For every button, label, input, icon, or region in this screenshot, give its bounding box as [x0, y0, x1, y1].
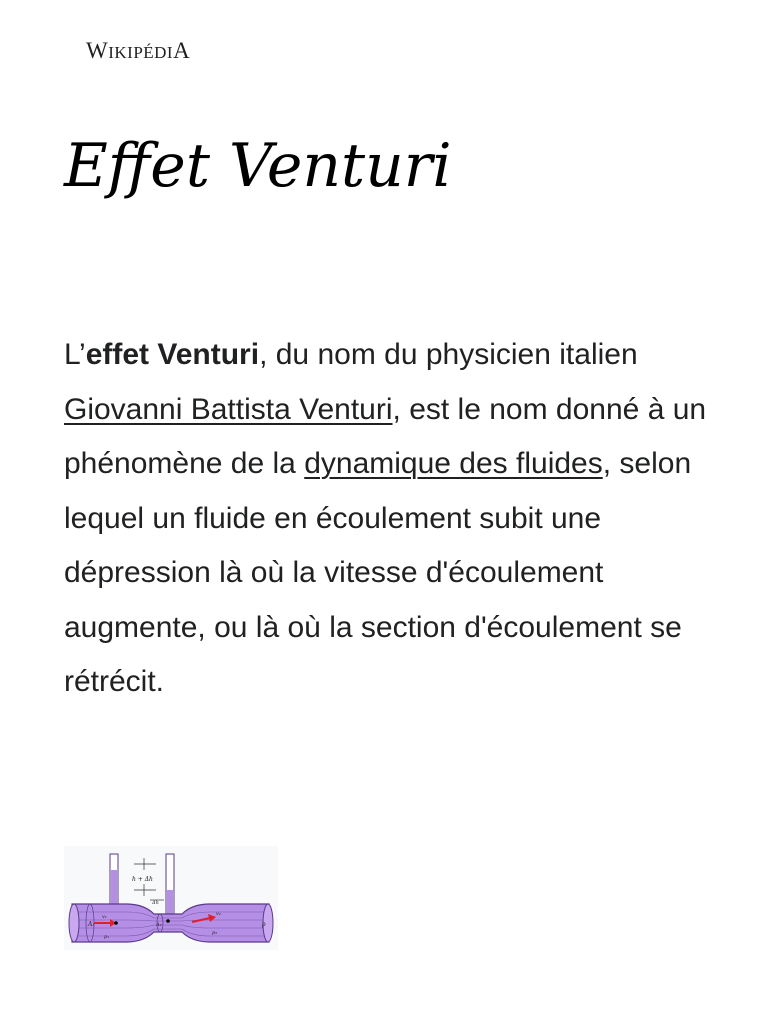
label-p1: p₁	[104, 934, 110, 940]
label-rho: ρ	[262, 921, 266, 928]
intro-text-2: , du nom du physicien italien	[259, 338, 638, 371]
intro-text-1: L’	[64, 338, 86, 371]
label-height: h + Δh	[132, 876, 153, 883]
wordmark-final: A	[173, 38, 191, 63]
intro-bold-term: effet Venturi	[85, 338, 260, 371]
right-piezometer-fluid	[167, 890, 173, 916]
label-v1: v₁	[102, 914, 107, 920]
wordmark-rest: IKIPÉDI	[108, 43, 174, 62]
wordmark-initial: W	[86, 38, 109, 63]
label-p2: p₂	[212, 930, 218, 936]
intro-text-4: , selon lequel un fluide en écoulement subit une dépression là où la vitesse d'écoulement augmente, ou là où la section d'écoulement se rétrécit.	[64, 447, 692, 698]
venturi-diagram-thumbnail[interactable]	[64, 846, 278, 950]
venturi-diagram	[64, 846, 278, 950]
intro-text-3: , est le nom donné à un phénomène de la	[64, 392, 707, 480]
link-dynamique-des-fluides[interactable]: dynamique des fluides	[304, 447, 603, 480]
link-giovanni-battista-venturi[interactable]: Giovanni Battista Venturi	[64, 392, 393, 426]
label-a1: A₁	[88, 921, 95, 928]
page-title: Effet Venturi	[64, 131, 452, 201]
intro-paragraph	[64, 328, 724, 710]
label-delta-h: Δh	[152, 900, 159, 906]
wikipedia-wordmark[interactable]	[86, 38, 190, 64]
label-a2: A₂	[156, 922, 162, 928]
label-v2: v₂	[216, 911, 221, 917]
